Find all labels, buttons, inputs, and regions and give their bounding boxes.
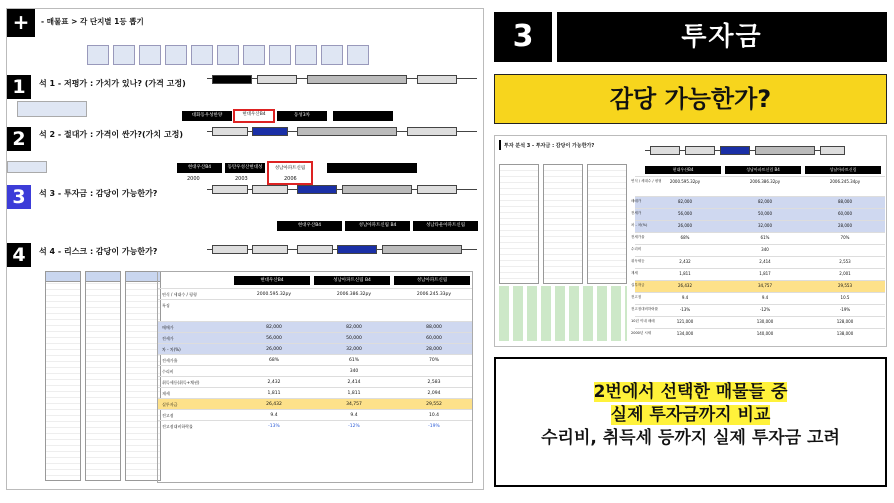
table-row: 차 - 차(%) 26,000 32,000 28,000 (635, 220, 885, 232)
cell-value: 9.4 (681, 295, 689, 300)
step-number: 4 (7, 243, 31, 267)
summary-line-3: 수리비, 취득세 등까지 실제 투자금 고려 (541, 428, 840, 448)
summary-line-1: 2번에서 선택한 매물들 중 (593, 382, 788, 402)
cell-value: 2006.245.34py (829, 179, 861, 184)
table-row: 실투자금 26,432 34,757 29,553 (635, 280, 885, 292)
cell-value: 2,414 (759, 259, 771, 264)
cell-value: 32,000 (346, 347, 362, 352)
step-title: 석 1 - 저평가 : 가치가 있나? (가격 고정) (39, 79, 186, 88)
cell-value: 26,000 (678, 223, 692, 228)
step1-bar-a: 대화동우성한양 (182, 111, 232, 121)
cell-value: 10.4 (428, 413, 440, 418)
row-label: 전고점대비하락률 (162, 424, 193, 429)
table-row (158, 354, 473, 365)
cell-value: -19% (428, 424, 440, 429)
step2-bar-selected: 성남아파트신림 (267, 161, 313, 185)
cell-value: 82,000 (678, 199, 692, 204)
table-row: 전세가율 68% 61% 70% (635, 232, 885, 244)
comparison-table (157, 271, 473, 483)
table-row: 수리비 340 (635, 244, 885, 256)
cell-value: 82,000 (346, 325, 362, 330)
step3-bar-b: 성남아파트신림 B4 (345, 221, 410, 231)
row-label: 차 - 차(%) (162, 347, 181, 352)
cell-value: 2,094 (427, 391, 441, 396)
step-3-section (7, 181, 484, 237)
cell-value: 10.5 (840, 295, 850, 300)
row-label: 실투자금 (162, 402, 178, 407)
cell-value: 134,000 (676, 331, 694, 336)
step-number-badge: 3 (494, 12, 552, 62)
plus-icon: + (7, 9, 35, 37)
step1-bar-selected: 현대우산B4 (233, 109, 275, 123)
breadcrumb: - 매물표 > 각 단지별 1등 뽑기 (41, 17, 144, 26)
table-row: 10년 이내 매매 121,000 130,000 128,000 (635, 316, 885, 328)
cell-value: 340 (761, 247, 769, 252)
cell-value: 2,553 (839, 259, 851, 264)
column-header: 현대우산B4 (234, 276, 310, 285)
table-row (158, 387, 473, 398)
cell-value: 28,000 (838, 223, 852, 228)
cell-value: -19% (839, 307, 851, 312)
cell-value: 88,000 (426, 325, 442, 330)
year-label: 2003 (235, 176, 248, 182)
cell-value: 56,000 (678, 211, 692, 216)
step2-bar-a: 현대우산B4 (177, 163, 222, 173)
cell-value: 56,000 (266, 336, 282, 341)
cell-value: 1,811 (679, 271, 691, 276)
cell-value: 2000.595.32py (256, 292, 292, 297)
table-row (158, 365, 473, 376)
cell-value: 2000.595.32py (669, 179, 701, 184)
summary-box (494, 357, 887, 487)
step-2-section (7, 121, 484, 181)
table-row: 재세 1,811 1,817 2,001 (635, 268, 885, 280)
cell-value: 29,553 (838, 283, 852, 288)
cell-value: 32,000 (758, 223, 772, 228)
column-header: 성남아파트신림 B4 (314, 276, 390, 285)
cell-value: 9.4 (350, 413, 358, 418)
table-row (158, 332, 473, 343)
cell-value: 61% (760, 235, 770, 240)
cell-value: 88,000 (838, 199, 852, 204)
cell-value: 1,811 (267, 391, 281, 396)
table-row (158, 343, 473, 354)
cell-value: 68% (268, 358, 279, 363)
cell-value: 34,757 (346, 402, 362, 407)
section-title: 투자금 (557, 12, 887, 62)
left-overview-panel (6, 8, 484, 490)
step-title: 석 2 - 절대가 : 가격이 싼가?(가치 고정) (39, 130, 183, 139)
question-banner: 감당 가능한가? (494, 74, 887, 124)
cell-value: 340 (349, 369, 359, 374)
row-label: 매매가 (162, 325, 174, 330)
cell-value: 61% (348, 358, 359, 363)
cell-value: 50,000 (346, 336, 362, 341)
cell-value: 2,414 (347, 380, 361, 385)
row-label: 전고점 (162, 413, 174, 418)
cell-value: 70% (840, 235, 850, 240)
cell-value: 2006.386.32py (749, 179, 781, 184)
cell-value: 50,000 (758, 211, 772, 216)
year-label: 2006 (284, 176, 297, 182)
analysis-title: 투자 분석 3 - 투자금 : 감당이 가능한가? (504, 143, 595, 149)
cell-value: 128,000 (836, 319, 854, 324)
cell-value: 34,757 (758, 283, 772, 288)
listing-sheets (45, 271, 173, 481)
table-row: 매매가 82,000 82,000 88,000 (635, 196, 885, 208)
cell-value: 82,000 (758, 199, 772, 204)
cell-value: 26,432 (678, 283, 692, 288)
analysis-screenshot (494, 135, 887, 347)
cell-value: 29,552 (426, 402, 442, 407)
row-label: 수리비 (162, 369, 174, 374)
cell-value: 130,000 (756, 319, 774, 324)
cell-value: 82,000 (266, 325, 282, 330)
cell-value: 26,000 (266, 347, 282, 352)
row-label: 전세가율 (162, 358, 178, 363)
cell-value: 60,000 (838, 211, 852, 216)
row-label: 전세가 (162, 336, 174, 341)
step-1-section (7, 71, 484, 123)
step-title: 석 3 - 투자금 : 감당이 가능한가? (39, 189, 158, 198)
step-number: 1 (7, 75, 31, 99)
cell-value: 70% (428, 358, 439, 363)
cell-value: -13% (268, 424, 280, 429)
cell-value: 140,000 (756, 331, 774, 336)
cell-value: 2,432 (679, 259, 691, 264)
row-label: 재세 (162, 391, 170, 396)
cell-value: 138,000 (836, 331, 854, 336)
cell-value: 2006.386.32py (336, 292, 372, 297)
cell-value: 60,000 (426, 336, 442, 341)
cell-value: 68% (680, 235, 690, 240)
cell-value: 2006.245.33py (416, 292, 452, 297)
step-number: 3 (7, 185, 31, 209)
table-row (158, 376, 473, 387)
row-label: 특징 (162, 303, 170, 308)
cell-value: 2,432 (267, 380, 281, 385)
table-row: 전세가 56,000 50,000 60,000 (635, 208, 885, 220)
cell-value: 2,583 (427, 380, 441, 385)
cell-value: 9.4 (270, 413, 278, 418)
cell-value: 121,000 (676, 319, 694, 324)
step2-bar-b: 동탄우성산현대성 (225, 163, 265, 173)
listing-header-strip (87, 45, 369, 65)
table-row (158, 321, 473, 332)
cell-value: 28,000 (426, 347, 442, 352)
table-row (158, 409, 473, 420)
table-row: 연식 / 세대수 / 평형 2000.595.32py 2006.386.32py 2006.245.34py (635, 176, 885, 196)
cell-value: -12% (348, 424, 360, 429)
cell-value: 1,817 (759, 271, 771, 276)
cell-value: 26,432 (266, 402, 282, 407)
table-row (158, 299, 473, 321)
cell-value: -12% (759, 307, 771, 312)
table-row (158, 398, 473, 409)
summary-line-2: 실제 투자금까지 비교 (610, 405, 771, 425)
table-row: 전고점대비하락률 -13% -12% -19% (635, 304, 885, 316)
table-row: 취득세등 2,432 2,414 2,553 (635, 256, 885, 268)
step-number: 2 (7, 127, 31, 151)
table-row (158, 288, 473, 299)
column-header: 현대우산B4 (645, 166, 721, 174)
cell-value: -13% (679, 307, 691, 312)
table-row: 전고점 9.4 9.4 10.5 (635, 292, 885, 304)
cell-value: 2,001 (839, 271, 851, 276)
step1-bar-c: 동성3차 (277, 111, 327, 121)
column-header: 성남아파트신림 (805, 166, 881, 174)
cell-value: 1,811 (347, 391, 361, 396)
step-4-section (7, 239, 484, 269)
column-header: 성남아파트신림 B4 (725, 166, 801, 174)
column-header: 성남아파트신림 (394, 276, 470, 285)
step3-bar-c: 성남타운아파트신림 (413, 221, 478, 231)
year-label: 2000 (187, 176, 200, 182)
step3-bar-a: 현대우산B4 (277, 221, 342, 231)
step-title: 석 4 - 리스크 : 감당이 가능한가? (39, 247, 158, 256)
row-label: 연식 / 세대수 / 평형 (162, 292, 197, 297)
row-label: 취득세등(취득+채권) (162, 380, 200, 385)
table-row: 2000년 시세 134,000 140,000 138,000 (635, 328, 885, 340)
table-row (158, 420, 473, 431)
cell-value: 9.4 (761, 295, 769, 300)
